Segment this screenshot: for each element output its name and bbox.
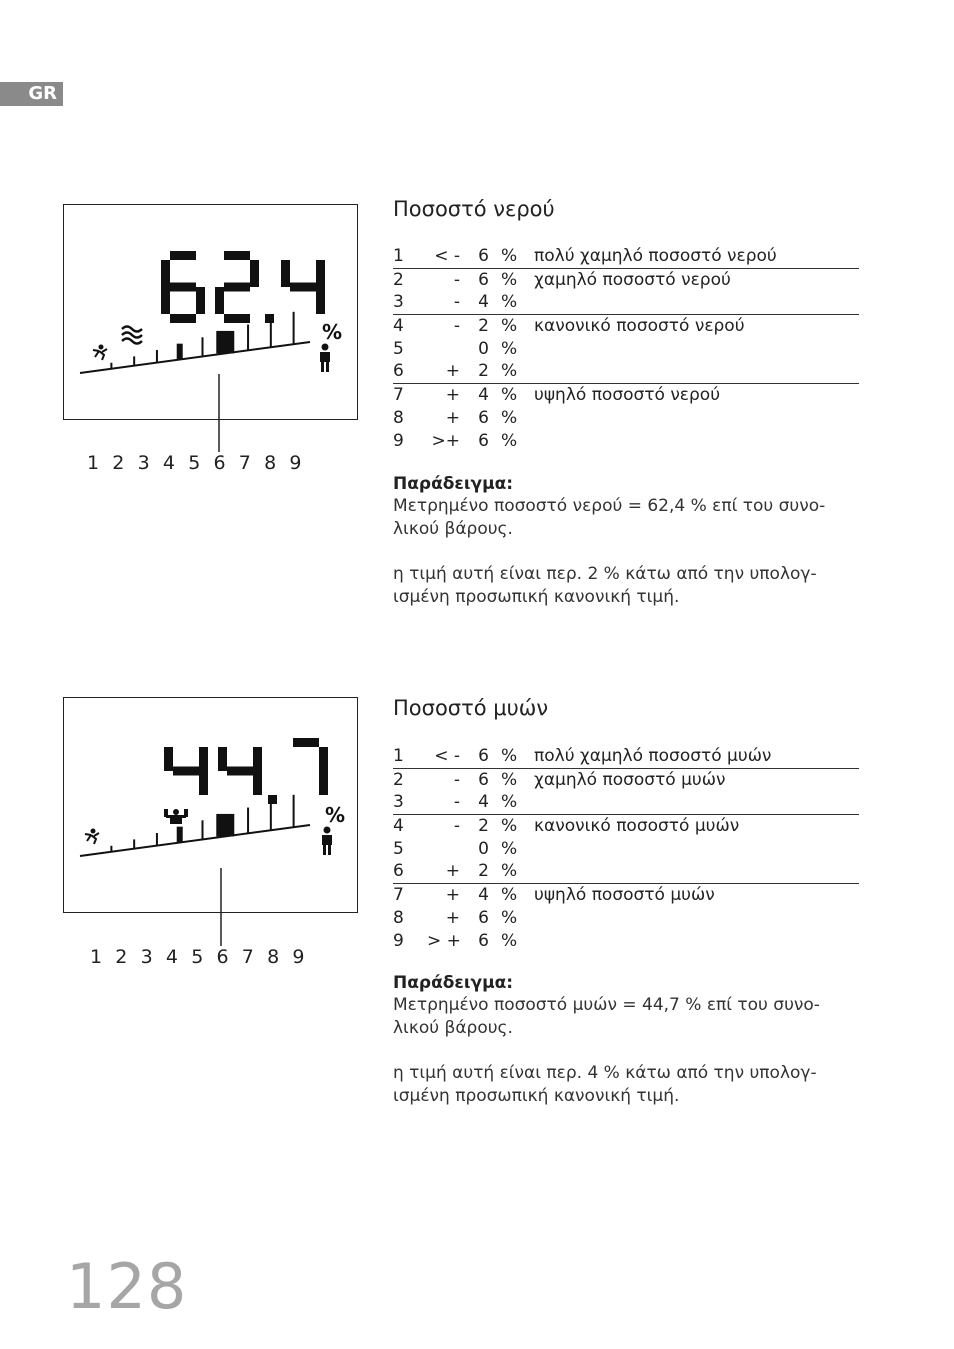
row-sign: - [453,792,460,813]
row-number: 6 [393,361,404,382]
row-percent: % [501,838,518,859]
scale-label: 9 [289,452,302,474]
lcd-segment [161,287,170,314]
lcd-display-water [63,204,358,420]
language-tab: GR [0,82,63,106]
row-number: 7 [393,385,404,406]
row-sign: - [453,769,460,790]
level-tick [202,337,204,356]
row-sign: >+ [431,430,460,451]
scale-label: 3 [140,946,153,968]
row-number: 4 [393,316,404,337]
scale-label: 1 [87,452,100,474]
table-row [393,884,859,907]
runner-icon [93,345,107,361]
row-sign: < - [434,246,460,266]
level-tick [177,827,183,843]
row-description: χαμηλό ποσοστό μυών [534,769,726,790]
table-row [393,769,859,792]
row-percent: % [501,292,518,313]
lcd-segment [253,771,262,795]
section-title: Ποσοστό νερού [393,197,555,221]
row-value: 4 [478,792,489,813]
scale-labels [87,452,315,474]
row-number: 7 [393,885,404,906]
note-text [393,563,863,609]
scale-label: 1 [90,946,103,968]
row-value: 6 [478,269,489,290]
lcd-decimal-point [265,314,274,323]
row-sign: + [445,861,460,882]
example-line: Μετρημένο ποσοστό νερού = 62,4 % επί του συνο- [393,496,826,516]
row-percent: % [501,385,518,406]
row-percent: % [501,861,518,882]
table-row [393,430,859,453]
lcd-segment [253,747,262,771]
lcd-segment [227,767,253,776]
row-value: 6 [478,246,489,266]
lcd-segment [161,260,170,287]
scale-label: 9 [292,946,305,968]
lcd-segment [173,767,199,776]
range-table [393,745,859,952]
table-row [393,360,859,384]
example-text [393,495,863,541]
row-value: 6 [478,930,489,951]
lcd-segment [319,771,328,795]
lcd-segment [316,287,325,314]
lcd-graphic [64,698,359,914]
lcd-segment [170,251,196,260]
lcd-digits [164,738,328,804]
note-text [393,1062,863,1108]
row-value: 6 [478,769,489,790]
row-value: 2 [478,361,489,382]
person-icon [320,344,330,373]
level-tick [110,363,112,369]
row-sign: + [445,385,460,406]
level-tick [133,839,135,848]
row-description: κανονικό ποσοστό νερού [534,316,745,337]
lcd-decimal-point [268,795,277,804]
scale-label: 4 [165,946,178,968]
row-percent: % [501,316,518,337]
scale-label: 6 [216,946,229,968]
row-percent: % [501,792,518,813]
row-description: κανονικό ποσοστό μυών [534,816,740,837]
row-sign: + [445,907,460,928]
scale-label: 5 [191,946,204,968]
row-value: 2 [478,816,489,837]
level-baseline [80,342,310,373]
table-row [393,860,859,884]
table-row [393,745,859,769]
row-number: 8 [393,407,404,428]
pointer-line [218,868,224,948]
row-percent: % [501,361,518,382]
page-number: 128 [66,1250,188,1323]
scale-label: 3 [137,452,150,474]
row-sign: + [445,407,460,428]
row-percent: % [501,769,518,790]
row-percent: % [501,746,518,766]
scale-label: 8 [264,452,277,474]
level-tick [247,325,249,351]
scale-label: 8 [267,946,280,968]
row-number: 9 [393,430,404,451]
example-line: λικού βάρους. [393,519,513,539]
scale-label: 2 [112,452,125,474]
lcd-segment [250,260,259,287]
lcd-segment [281,260,290,287]
row-sign: > + [427,930,461,951]
lcd-segment [316,260,325,287]
level-baseline [80,825,310,856]
scale-label: 7 [238,452,251,474]
lcd-digits [161,251,325,323]
row-number: 2 [393,269,404,290]
row-value: 2 [478,316,489,337]
lcd-segment [224,251,250,260]
row-number: 4 [393,816,404,837]
lcd-segment [170,283,196,292]
example-line: Μετρημένο ποσοστό μυών = 44,7 % επί του συνο- [393,995,820,1015]
row-description: υψηλό ποσοστό νερού [534,385,721,406]
row-number: 2 [393,769,404,790]
table-row [393,269,859,292]
level-tick [270,801,272,830]
scale-label: 6 [213,452,226,474]
scale-label: 4 [162,452,175,474]
row-value: 0 [478,338,489,359]
level-tick [110,846,112,852]
scale-label: 5 [188,452,201,474]
water-wave-icon [122,327,142,344]
range-table [393,245,859,452]
table-row [393,791,859,815]
row-number: 6 [393,861,404,882]
lcd-display-muscle [63,697,358,913]
lcd-segment [290,283,316,292]
lcd-segment [293,738,319,747]
row-percent: % [501,269,518,290]
row-sign: - [453,292,460,313]
row-value: 4 [478,885,489,906]
lcd-segment [319,747,328,771]
table-row [393,907,859,930]
row-number: 5 [393,338,404,359]
table-row [393,245,859,269]
row-percent: % [501,816,518,837]
runner-icon [85,829,99,845]
scale-label: 2 [115,946,128,968]
row-percent: % [501,430,518,451]
pointer-line [216,374,222,454]
lcd-segment [215,287,224,314]
level-tick [247,808,249,834]
row-value: 6 [478,907,489,928]
row-percent: % [501,907,518,928]
table-row [393,815,859,838]
row-sign: < - [434,746,460,766]
row-sign: + [445,361,460,382]
lcd-segment [196,287,205,314]
row-sign: - [453,316,460,337]
row-description: χαμηλό ποσοστό νερού [534,269,731,290]
level-tick [293,312,295,344]
row-value: 4 [478,385,489,406]
lcd-segment [164,747,173,771]
level-tick [293,795,295,827]
level-tick [133,356,135,365]
table-row [393,291,859,315]
row-number: 3 [393,792,404,813]
table-row [393,315,859,338]
row-percent: % [501,338,518,359]
example-line: λικού βάρους. [393,1018,513,1038]
row-number: 8 [393,907,404,928]
row-number: 9 [393,930,404,951]
lcd-unit: % [325,803,346,827]
note-line: ισμένη προσωπική κανονική τιμή. [393,587,680,607]
example-label: Παράδειγμα: [393,474,514,494]
lcd-unit: % [322,320,343,344]
row-value: 6 [478,746,489,766]
row-value: 2 [478,861,489,882]
note-line: η τιμή αυτή είναι περ. 2 % κάτω από την υπολογ- [393,564,817,584]
table-row [393,384,859,407]
level-tick [177,344,183,360]
row-value: 4 [478,292,489,313]
row-description: πολύ χαμηλό ποσοστό νερού [534,246,777,266]
level-tick-active [216,331,234,354]
example-text [393,994,863,1040]
row-value: 0 [478,838,489,859]
row-percent: % [501,246,518,266]
lcd-segment [224,314,250,323]
row-number: 3 [393,292,404,313]
table-row [393,338,859,361]
level-tick [156,350,158,363]
muscle-icon [164,809,188,824]
row-sign: + [445,885,460,906]
row-percent: % [501,885,518,906]
person-icon [322,827,332,856]
row-sign: - [453,816,460,837]
row-value: 6 [478,407,489,428]
section-title: Ποσοστό μυών [393,696,549,720]
note-line: η τιμή αυτή είναι περ. 4 % κάτω από την υπολογ- [393,1063,817,1083]
level-tick [270,318,272,347]
table-row [393,407,859,430]
scale-labels [90,946,318,968]
row-number: 1 [393,246,404,266]
row-number: 1 [393,746,404,766]
row-value: 6 [478,430,489,451]
row-percent: % [501,407,518,428]
lcd-segment [224,283,250,292]
row-percent: % [501,930,518,951]
example-label: Παράδειγμα: [393,973,514,993]
level-tick [156,833,158,846]
table-row [393,930,859,953]
scale-label: 7 [241,946,254,968]
row-description: πολύ χαμηλό ποσοστό μυών [534,746,772,766]
row-description: υψηλό ποσοστό μυών [534,885,715,906]
row-sign: - [453,269,460,290]
lcd-segment [170,314,196,323]
lcd-segment [199,747,208,771]
row-number: 5 [393,838,404,859]
lcd-graphic [64,205,359,421]
lcd-segment [218,747,227,771]
level-tick [202,820,204,839]
table-row [393,838,859,861]
note-line: ισμένη προσωπική κανονική τιμή. [393,1086,680,1106]
lcd-segment [199,771,208,795]
level-tick-active [216,814,234,837]
